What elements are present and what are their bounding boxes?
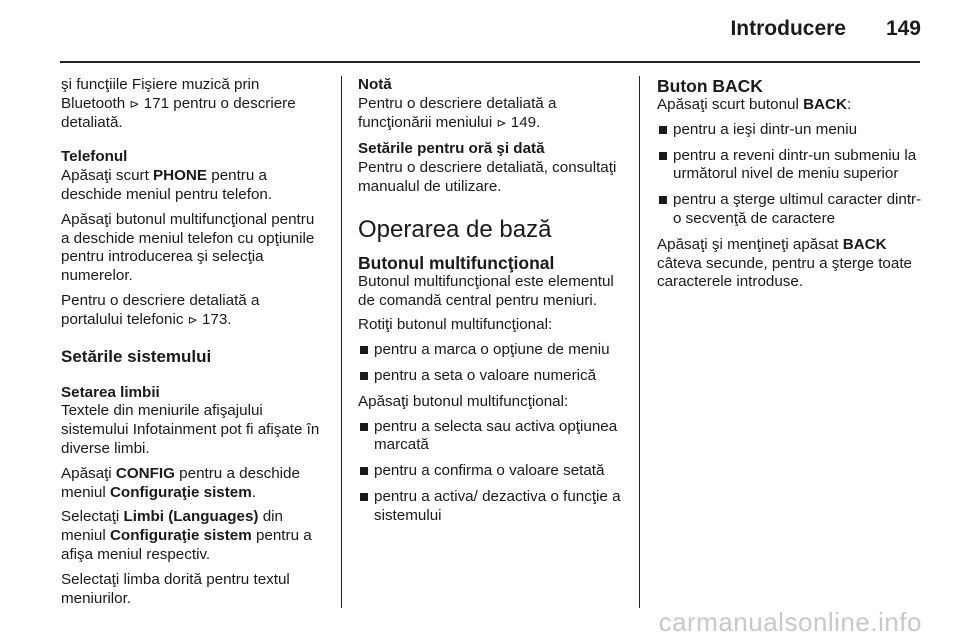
bullet-icon xyxy=(360,467,368,475)
operarea-de-baza-heading: Operarea de bază xyxy=(358,215,552,243)
time-date-heading: Setările pentru oră şi dată xyxy=(358,140,545,158)
bullet-icon xyxy=(659,126,667,134)
bullet-icon xyxy=(659,152,667,160)
bullet-icon xyxy=(659,196,667,204)
column-divider-2 xyxy=(639,76,640,608)
page-ref-link[interactable]: 149 xyxy=(510,113,537,131)
page-ref-link[interactable]: 171 xyxy=(143,94,170,112)
telefonul-paragraph-3: Pentru o descriere detaliată a portalului telefonic ⊳ 173. xyxy=(61,291,260,328)
page-ref-link[interactable]: 173 xyxy=(201,310,228,328)
page-ref-arrow-icon: ⊳ xyxy=(496,115,507,130)
lang-paragraph-2: Apăsaţi CONFIG pentru a deschide meniul Configuraţie sistem. xyxy=(61,464,300,501)
setarea-limbii-heading: Setarea limbii xyxy=(61,383,160,401)
page-ref-arrow-icon: ⊳ xyxy=(187,312,198,327)
bullet-icon xyxy=(360,346,368,354)
header-title: Introducere xyxy=(730,17,846,40)
multi-paragraph-1: Butonul multifuncţional este elementul de comandă central pentru meniuri. xyxy=(358,272,614,309)
column-2 xyxy=(358,76,626,533)
telefonul-paragraph-2: Apăsaţi butonul multifuncţional pentru a deschide meniul telefon cu opţiunile pentru introducerea şi selecţia numerelor. xyxy=(61,210,315,285)
list-item: pentru a seta o valoare numerică xyxy=(358,367,626,386)
press-list xyxy=(358,418,626,526)
page-ref-arrow-icon: ⊳ xyxy=(129,96,140,111)
header-rule xyxy=(60,61,920,63)
telefonul-paragraph-1: Apăsaţi scurt PHONE pentru a deschide meniul pentru telefon. xyxy=(61,167,273,203)
list-item: pentru a confirma o valoare setată xyxy=(358,462,626,481)
list-item: pentru a marca o opţiune de meniu xyxy=(358,341,626,360)
rotate-list xyxy=(358,341,626,386)
time-date-paragraph: Pentru o descriere detaliată, consultaţi manualul de utilizare. xyxy=(358,159,617,195)
multi-paragraph-3: Apăsaţi butonul multifuncţional: xyxy=(358,392,569,410)
multi-paragraph-2: Rotiţi butonul multifuncţional: xyxy=(358,316,553,334)
list-item: pentru a ieşi dintr-un meniu xyxy=(657,121,925,140)
column-divider-1 xyxy=(341,76,342,608)
bullet-icon xyxy=(360,493,368,501)
telefonul-heading: Telefonul xyxy=(61,148,128,166)
setarile-sistemului-heading: Setările sistemului xyxy=(61,346,212,366)
back-list xyxy=(657,121,925,229)
intro-paragraph: şi funcţiile Fişiere muzică prin Bluetooth ⊳ 171 pentru o descriere detaliată. xyxy=(61,76,296,131)
back-paragraph-1: Apăsaţi scurt butonul BACK: xyxy=(657,96,852,113)
lang-paragraph-4: Selectaţi limba dorită pentru textul meniurilor. xyxy=(61,570,290,607)
list-item: pentru a selecta sau activa opţiunea marcată xyxy=(358,418,626,456)
list-item: pentru a activa/ dezactiva o funcţie a sistemului xyxy=(358,488,626,526)
bullet-icon xyxy=(360,423,368,431)
lang-paragraph-1: Textele din meniurile afişajului sistemului Infotainment pot fi afişate în diverse limbi. xyxy=(61,402,320,457)
nota-heading: Notă xyxy=(358,76,392,93)
watermark: carmanualsonline.info xyxy=(658,607,922,637)
nota-paragraph: Pentru o descriere detaliată a funcţionării meniului ⊳ 149. xyxy=(358,94,557,131)
column-3 xyxy=(657,76,925,298)
list-item: pentru a reveni dintr-un submeniu la următorul nivel de meniu superior xyxy=(657,147,925,185)
butonul-multifunctional-heading: Butonul multifuncţional xyxy=(358,252,555,273)
list-item: pentru a şterge ultimul caracter dintr-o secvenţă de caractere xyxy=(657,191,925,229)
bullet-icon xyxy=(360,372,368,380)
buton-back-heading: Buton BACK xyxy=(657,76,763,96)
back-paragraph-2: Apăsaţi şi menţineţi apăsat BACK câteva secunde, pentru a şterge toate caracterele introduse. xyxy=(657,235,912,291)
page-number: 149 xyxy=(885,17,921,40)
lang-paragraph-3: Selectaţi Limbi (Languages) din meniul Configuraţie sistem pentru a afişa meniul respectiv. xyxy=(61,508,312,563)
column-1 xyxy=(61,76,325,614)
page-header xyxy=(60,0,921,60)
